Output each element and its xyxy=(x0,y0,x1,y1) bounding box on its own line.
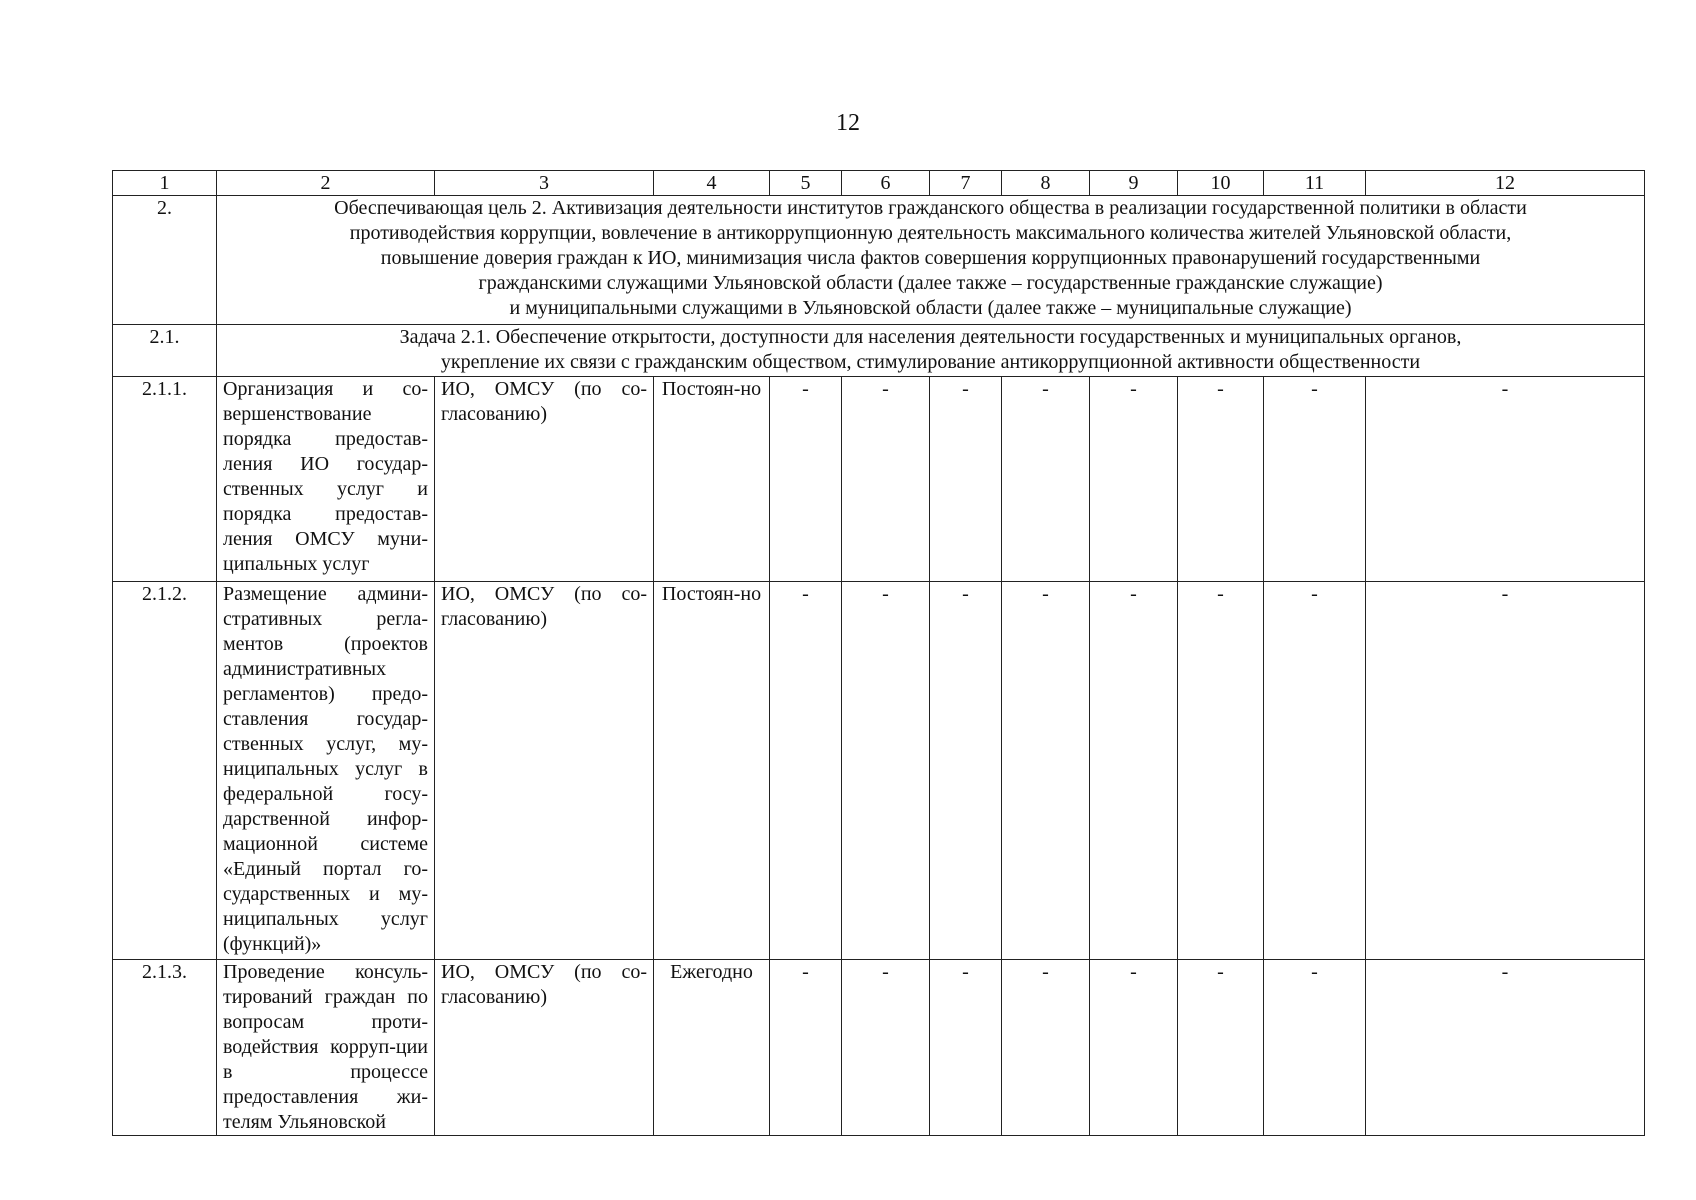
task-row xyxy=(113,325,1645,377)
term: Постоян-но xyxy=(654,377,770,582)
measures-table xyxy=(112,170,1645,1136)
row-number: 2.1.2. xyxy=(113,582,217,960)
column-number-6: 6 xyxy=(842,171,930,196)
value-cell: - xyxy=(1178,960,1264,1136)
column-number-8: 8 xyxy=(1002,171,1090,196)
column-number-2: 2 xyxy=(217,171,435,196)
measure-name: Проведение консуль-тирований граждан по вопросам проти-водействия корруп-ции в процессе предоставления жи-телям Ульяновской xyxy=(217,960,435,1136)
value-cell: - xyxy=(1366,582,1645,960)
value-cell: - xyxy=(1090,377,1178,582)
column-number-4: 4 xyxy=(654,171,770,196)
column-number-12: 12 xyxy=(1366,171,1645,196)
value-cell: - xyxy=(770,377,842,582)
task-number: 2.1. xyxy=(113,325,217,377)
page-number: 12 xyxy=(836,110,860,136)
task-line: укрепление их связи с гражданским обществом, стимулирование антикоррупционной активности общественности xyxy=(440,351,1421,373)
table-row xyxy=(113,960,1645,1136)
column-number-9: 9 xyxy=(1090,171,1178,196)
value-cell: - xyxy=(770,960,842,1136)
measure-name: Организация и со-вершенствование порядка предостав-ления ИО государ-ственных услуг и порядка предостав-ления ОМСУ муни-ципальных услуг xyxy=(217,377,435,582)
executor: ИО, ОМСУ (по со-гласованию) xyxy=(435,960,654,1136)
table-row xyxy=(113,582,1645,960)
executor: ИО, ОМСУ (по со-гласованию) xyxy=(435,377,654,582)
column-number-3: 3 xyxy=(435,171,654,196)
goal-line: противодействия коррупции, вовлечение в антикоррупционную деятельность максимального количества жителей Ульяновской области, xyxy=(349,222,1512,244)
table-row xyxy=(113,377,1645,582)
value-cell: - xyxy=(1002,960,1090,1136)
value-cell: - xyxy=(842,960,930,1136)
term: Ежегодно xyxy=(654,960,770,1136)
value-cell: - xyxy=(1366,960,1645,1136)
task-line: Задача 2.1. Обеспечение открытости, доступности для населения деятельности государственных и муниципальных органов, xyxy=(399,326,1462,348)
value-cell: - xyxy=(930,960,1002,1136)
executor: ИО, ОМСУ (по со-гласованию) xyxy=(435,582,654,960)
measure-name: Размещение админи-стративных регла-ментов (проектов административных регламентов) предо-ставления государ-ственных услуг, му-ниципальных услуг в федеральной госу-дарственной инфор-мационной системе «Единый портал го-сударственных и му-ниципальных услуг (функций)» xyxy=(217,582,435,960)
goal-line: Обеспечивающая цель 2. Активизация деятельности институтов гражданского общества в реализации государственной политики в области xyxy=(334,197,1527,219)
value-cell: - xyxy=(930,582,1002,960)
value-cell: - xyxy=(930,377,1002,582)
value-cell: - xyxy=(1264,582,1366,960)
task-text xyxy=(217,325,1645,377)
row-number: 2.1.3. xyxy=(113,960,217,1136)
goal-line: гражданскими служащими Ульяновской области (далее также – государственные гражданские служащие) xyxy=(478,272,1383,294)
value-cell: - xyxy=(1178,377,1264,582)
value-cell: - xyxy=(1002,582,1090,960)
column-number-1: 1 xyxy=(113,171,217,196)
value-cell: - xyxy=(770,582,842,960)
goal-row xyxy=(113,196,1645,325)
value-cell: - xyxy=(1264,960,1366,1136)
value-cell: - xyxy=(1002,377,1090,582)
value-cell: - xyxy=(1178,582,1264,960)
value-cell: - xyxy=(842,377,930,582)
goal-text xyxy=(217,196,1645,325)
value-cell: - xyxy=(842,582,930,960)
goal-line: и муниципальными служащими в Ульяновской области (далее также – муниципальные служащие) xyxy=(509,297,1352,319)
column-number-5: 5 xyxy=(770,171,842,196)
value-cell: - xyxy=(1264,377,1366,582)
column-number-10: 10 xyxy=(1178,171,1264,196)
value-cell: - xyxy=(1366,377,1645,582)
goal-line: повышение доверия граждан к ИО, минимизация числа фактов совершения коррупционных правонарушений государственными xyxy=(380,247,1481,269)
term: Постоян-но xyxy=(654,582,770,960)
value-cell: - xyxy=(1090,582,1178,960)
goal-number: 2. xyxy=(113,196,217,325)
column-number-7: 7 xyxy=(930,171,1002,196)
column-number-11: 11 xyxy=(1264,171,1366,196)
value-cell: - xyxy=(1090,960,1178,1136)
row-number: 2.1.1. xyxy=(113,377,217,582)
column-numbers-row xyxy=(113,171,1645,196)
